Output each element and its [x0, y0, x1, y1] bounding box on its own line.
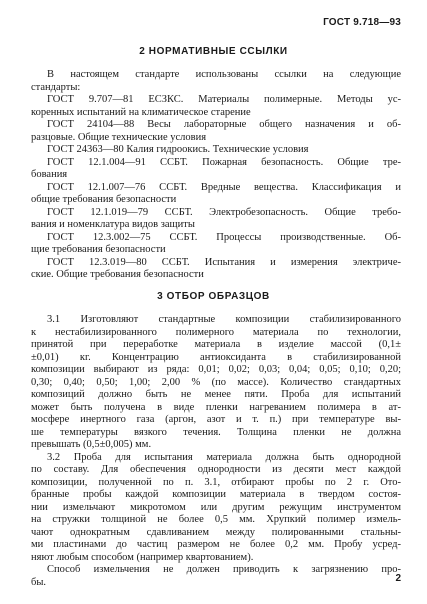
text-line: композиций должно быть не менее пяти. Проба для испытаний [31, 389, 401, 400]
text-line: В настоящем стандарте использованы ссылки на следующие [47, 69, 401, 80]
text-line: бранные пробы каждой композиции материала в твердом состоя- [31, 489, 401, 500]
section-2-title: 2 НОРМАТИВНЫЕ ССЫЛКИ [139, 46, 288, 57]
text-line: няют любым способом (например квартованием). [31, 551, 254, 563]
text-line: принятой при переработке материала в изделие массой (0,1± [31, 339, 401, 350]
section-2-body [31, 69, 401, 282]
text-line: коренных испытаний на климатическое старение [31, 106, 251, 118]
text-line: бования [31, 169, 68, 180]
text-line: чают однократным сдавливанием между полированными стальны- [31, 526, 401, 538]
text-line: ГОСТ 12.3.019—80 ССБТ. Испытания и измерения электриче- [47, 256, 401, 268]
text-line: ше температуры вязкого течения. Толщина пленки не должна [31, 426, 401, 438]
text-line: ±0,01) кг. Концентрацию антиоксиданта в стабилизированной [31, 351, 401, 363]
text-line: ГОСТ 12.3.002—75 ССБТ. Процессы производственные. Об- [47, 231, 401, 243]
text-line: 0,30; 0,40; 0,50; 1,00; 2,00 % (по массе). Количество стандартных [31, 376, 401, 388]
text-line: превышать (0,5±0,005) мм. [31, 439, 152, 450]
text-line: на стружки толщиной не более 0,5 мм. Хрупкий полимер измель- [31, 514, 401, 525]
standard-code-header: ГОСТ 9.718—93 [323, 17, 401, 28]
text-line: композиции, полученной по п. 3.1, отбирают пробы по 2 г. Ото- [31, 476, 401, 488]
text-line: композиции выбирают из ряда: 0,01; 0,02; 0,03; 0,04; 0,05; 0,10; 0,20; [31, 364, 401, 375]
section-3-title: 3 ОТБОР ОБРАЗЦОВ [157, 291, 270, 302]
text-line: 3.1 Изготовляют стандартные композиции стабилизированного [47, 314, 401, 325]
section-3-body [31, 314, 401, 589]
text-line: по составу. Для обеспечения однородности из десяти мест каждой [31, 464, 401, 475]
text-line: ми пластинами до частиц размером не более 0,2 мм. Пробу усред- [31, 539, 401, 550]
text-line: Способ измельчения не должен приводить к загрязнению про- [47, 564, 401, 575]
text-line: вания и номенклатура видов защиты [31, 219, 195, 230]
text-line: общие требования безопасности [31, 194, 177, 205]
text-line: щие требования безопасности [31, 244, 166, 255]
text-line: стандарты: [31, 81, 81, 93]
text-line: 3.2 Проба для испытания материала должна быть однородной [47, 451, 401, 463]
text-line: ГОСТ 12.1.007—76 ССБТ. Вредные вещества. Классификация и [47, 181, 401, 193]
text-line: к нестабилизированного полимерного материала по технологии, [31, 326, 401, 338]
text-line: ГОСТ 12.1.004—91 ССБТ. Пожарная безопасность. Общие тре- [47, 156, 401, 168]
text-line: ГОСТ 12.1.019—79 ССБТ. Электробезопасность. Общие требо- [47, 206, 401, 218]
text-line: ГОСТ 24363—80 Калия гидроокись. Технические условия [47, 144, 309, 155]
text-line: ские. Общие требования безопасности [31, 269, 204, 280]
page-number: 2 [395, 573, 401, 584]
text-line: нии измельчают микротомом или другим режущим инструментом [31, 501, 401, 513]
text-line: бы. [31, 576, 47, 588]
text-line: разцовые. Общие технические условия [31, 131, 207, 143]
text-line: ГОСТ 9.707—81 ЕСЗКС. Материалы полимерные. Методы ус- [47, 94, 401, 105]
text-line: ГОСТ 24104—88 Весы лабораторные общего назначения и об- [47, 119, 401, 130]
text-line: может быть получена в виде пленки нагреванием полимера в ат- [31, 401, 401, 413]
text-line: мосфере инертного газа (аргон, азот и т. п.) при температуре вы- [31, 414, 401, 425]
